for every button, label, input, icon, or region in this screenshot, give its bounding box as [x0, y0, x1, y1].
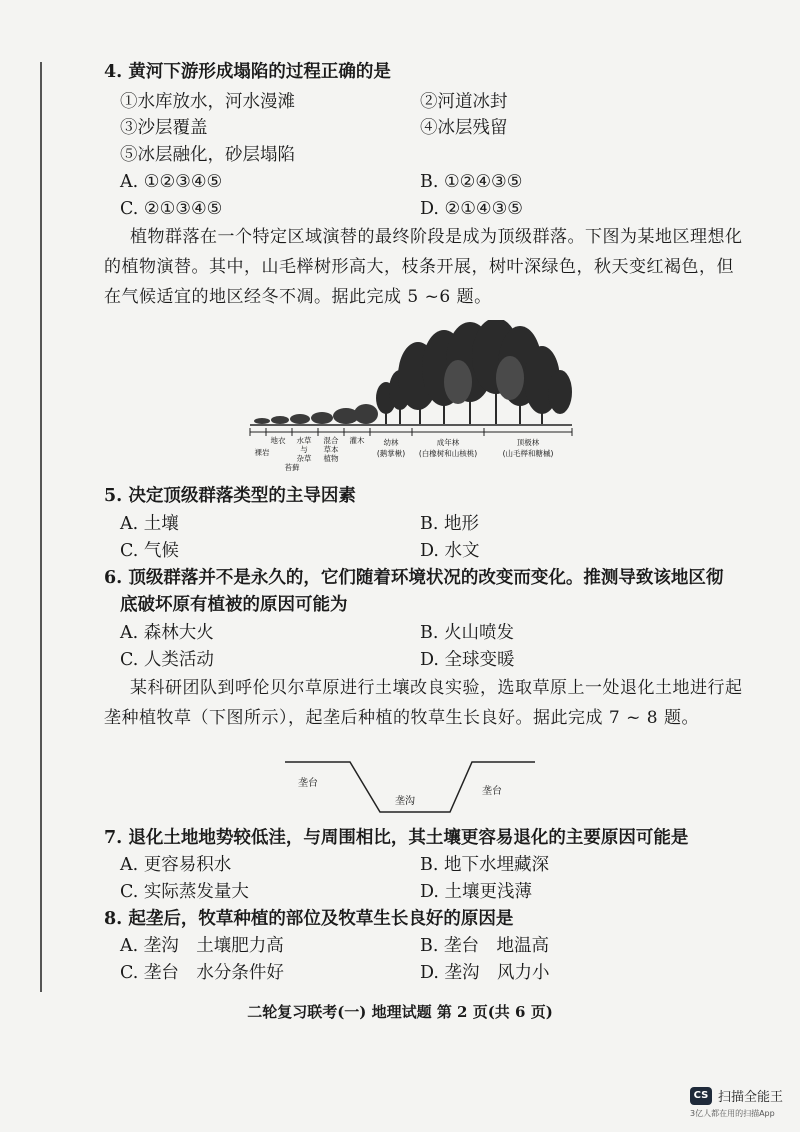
q4-item-5: ⑤冰层融化，砂层塌陷 [120, 145, 295, 165]
q5-option-d: D. 水文 [420, 541, 480, 561]
label-shrubs: 灌木 [349, 436, 365, 445]
label-climax-forest-species: (山毛榉和糖槭) [502, 449, 554, 458]
label-plants: 植物 [323, 454, 339, 463]
label-moss: 苔藓 [284, 463, 300, 472]
label-lichen: 地衣 [270, 436, 286, 445]
passage-2 [104, 673, 744, 733]
label-mature-forest-species: (白橡树和山核桃) [418, 449, 478, 458]
label-young-forest: 幼林 [383, 438, 399, 447]
label-ridge-left: 垄台 [298, 778, 318, 789]
label-herb: 草本 [323, 445, 339, 454]
label-furrow: 垄沟 [395, 796, 415, 807]
q8-option-b: B. 垄台 地温高 [420, 936, 549, 956]
q4-item-4: ④冰层残留 [420, 118, 508, 138]
q7-option-c: C. 实际蒸发量大 [120, 882, 249, 902]
label-climax-forest: 顶极林 [516, 438, 540, 447]
margin-line [40, 62, 42, 992]
q7-option-b: B. 地下水埋藏深 [420, 855, 549, 875]
ground-vegetation [254, 404, 378, 424]
q6-option-b: B. 火山喷发 [420, 623, 514, 643]
q6-stem-line-2: 底破坏原有植被的原因可能为 [120, 595, 348, 615]
label-bare-rock: 裸岩 [254, 448, 270, 457]
label-water-plants: 水草 [296, 436, 312, 445]
passage-1 [104, 222, 744, 312]
passage-2-text: 某科研团队到呼伦贝尔草原进行土壤改良实验，选取草原上一处退化土地进行起垄种植牧草（下图所示），起垄后种植的牧草生长良好。据此完成 7 ~ 8 题。 [104, 678, 743, 728]
q4-option-b: B. ①②④③⑤ [420, 172, 523, 192]
label-young-forest-species: (鹅掌楸) [376, 449, 406, 458]
q5-option-b: B. 地形 [420, 514, 479, 534]
q4-option-a: A. ①②③④⑤ [120, 172, 223, 192]
label-and: 与 [300, 445, 308, 454]
q6-option-d: D. 全球变暖 [420, 650, 515, 670]
q7-stem: 7. 退化土地地势较低洼，与周围相比，其土壤更容易退化的主要原因可能是 [104, 828, 689, 848]
q8-option-a: A. 垄沟 土壤肥力高 [120, 936, 284, 956]
label-mixed: 混合 [323, 436, 339, 445]
q6-option-c: C. 人类活动 [120, 650, 214, 670]
q4-stem: 4. 黄河下游形成塌陷的过程正确的是 [104, 62, 391, 82]
q4-item-3: ③沙层覆盖 [120, 118, 208, 138]
label-mature-forest: 成年林 [436, 438, 460, 447]
q8-stem: 8. 起垄后，牧草种植的部位及牧草生长良好的原因是 [104, 909, 514, 929]
q8-option-d: D. 垄沟 风力小 [420, 963, 550, 983]
q8-option-c: C. 垄台 水分条件好 [120, 963, 284, 983]
scanner-tagline: 3亿人都在用的扫描App [690, 1109, 775, 1118]
q4-item-2: ②河道冰封 [420, 92, 508, 112]
q5-stem: 5. 决定顶级群落类型的主导因素 [104, 486, 356, 506]
tree-canopy [376, 320, 572, 414]
q4-item-1: ①水库放水，河水漫滩 [120, 92, 295, 112]
passage-1-text: 植物群落在一个特定区域演替的最终阶段是成为顶级群落。下图为某地区理想化的植物演替。其中，山毛榉树形高大，枝条开展，树叶深绿色，秋天变红褐色，但在气候适宜的地区经冬不凋。据此完成 5 ~6 题。 [104, 227, 743, 307]
page-footer: 二轮复习联考(一) 地理试题 第 2 页(共 6 页) [247, 1003, 553, 1021]
scanner-watermark [690, 1086, 783, 1105]
label-ridge-right: 垄台 [482, 786, 502, 797]
scanner-app-name: 扫描全能王 [718, 1090, 784, 1105]
succession-figure [248, 320, 578, 480]
q5-option-a: A. 土壤 [120, 514, 179, 534]
q6-stem-line-1: 6. 顶级群落并不是永久的，它们随着环境状况的改变而变化。推测导致该地区彻 [104, 568, 724, 588]
label-weeds: 杂草 [296, 454, 312, 463]
q6-option-a: A. 森林大火 [120, 623, 214, 643]
q5-option-c: C. 气候 [120, 541, 179, 561]
scanner-logo-icon: CS [690, 1087, 712, 1105]
q4-option-d: D. ②①④③⑤ [420, 199, 523, 219]
q7-option-a: A. 更容易积水 [120, 855, 232, 875]
ridge-furrow-figure [280, 758, 540, 818]
q4-option-c: C. ②①③④⑤ [120, 199, 223, 219]
q7-option-d: D. 土壤更浅薄 [420, 882, 533, 902]
